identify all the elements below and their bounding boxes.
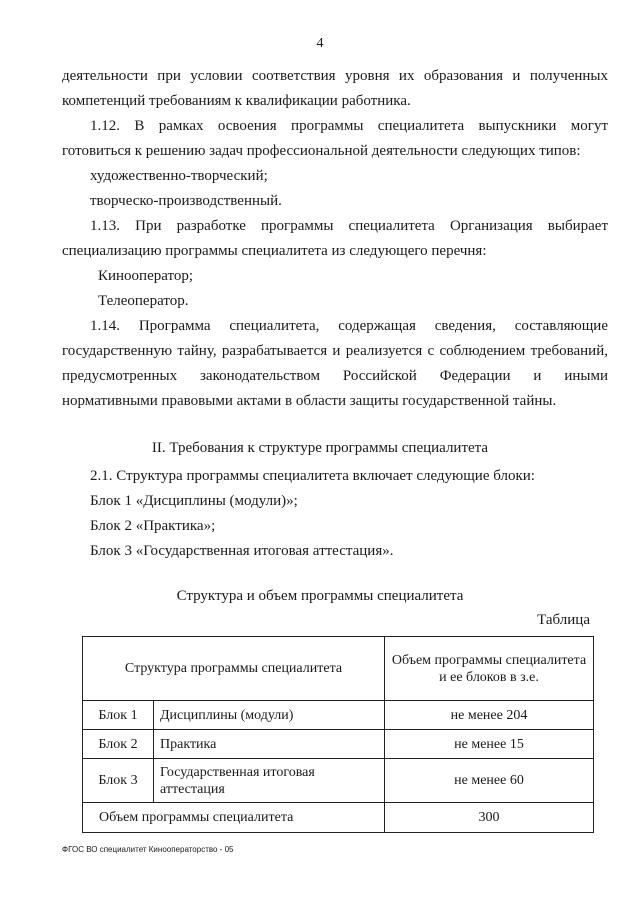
section-heading: II. Требования к структуре программы специалитета (151, 440, 489, 456)
footer-code: ФГОС ВО специалитет Кинооператорство - 05 (62, 845, 234, 854)
row-block: Блок 3 (83, 759, 154, 803)
list-item: Кинооператор; (98, 268, 194, 284)
paragraph-line: предусмотренных законодательством Российской Федерации и иными (62, 368, 608, 384)
header-volume: Объем программы специалитета и ее блоков в з.е. (385, 637, 594, 701)
row-volume: не менее 204 (385, 701, 594, 730)
paragraph-line: 1.12. В рамках освоения программы специалитета выпускники могут (90, 118, 608, 134)
row-name: Государственная итоговая аттестация (154, 759, 385, 803)
row-name: Дисциплины (модули) (154, 701, 385, 730)
table-row (83, 730, 594, 759)
paragraph-line: 2.1. Структура программы специалитета включает следующие блоки: (90, 468, 535, 484)
table-caption: Таблица (537, 612, 590, 628)
row-name: Практика (154, 730, 385, 759)
table-row (83, 759, 594, 803)
table-row (83, 701, 594, 730)
paragraph-line: деятельности при условии соответствия уровня их образования и полученных (62, 68, 608, 84)
paragraph-line: специализацию программы специалитета из следующего перечня: (62, 243, 487, 259)
list-item: художественно-творческий; (90, 168, 268, 184)
table-header-row (83, 637, 594, 701)
paragraph-line: 1.14. Программа специалитета, содержащая сведения, составляющие (90, 318, 608, 334)
paragraph-line: государственную тайну, разрабатывается и реализуется с соблюдением требований, (62, 343, 608, 359)
paragraph-line: готовиться к решению задач профессиональной деятельности следующих типов: (62, 143, 581, 159)
row-block: Блок 1 (83, 701, 154, 730)
list-item: Блок 2 «Практика»; (90, 518, 216, 534)
list-item: Блок 1 «Дисциплины (модули)»; (90, 493, 298, 509)
table-total-row (83, 803, 594, 833)
row-volume: не менее 15 (385, 730, 594, 759)
list-item: Телеоператор. (98, 293, 189, 309)
list-item: творческо-производственный. (90, 193, 282, 209)
structure-table (82, 636, 594, 833)
row-block: Блок 2 (83, 730, 154, 759)
paragraph-line: нормативными правовыми актами в области защиты государственной тайны. (62, 393, 557, 409)
paragraph-line: 1.13. При разработке программы специалитета Организация выбирает (90, 218, 608, 234)
total-value: 300 (385, 803, 594, 833)
total-label: Объем программы специалитета (83, 803, 385, 833)
table-title: Структура и объем программы специалитета (176, 588, 464, 604)
header-structure: Структура программы специалитета (83, 637, 385, 701)
list-item: Блок 3 «Государственная итоговая аттестация». (90, 543, 394, 559)
page-number: 4 (316, 36, 324, 51)
row-volume: не менее 60 (385, 759, 594, 803)
paragraph-line: компетенций требованиям к квалификации работника. (62, 93, 411, 109)
